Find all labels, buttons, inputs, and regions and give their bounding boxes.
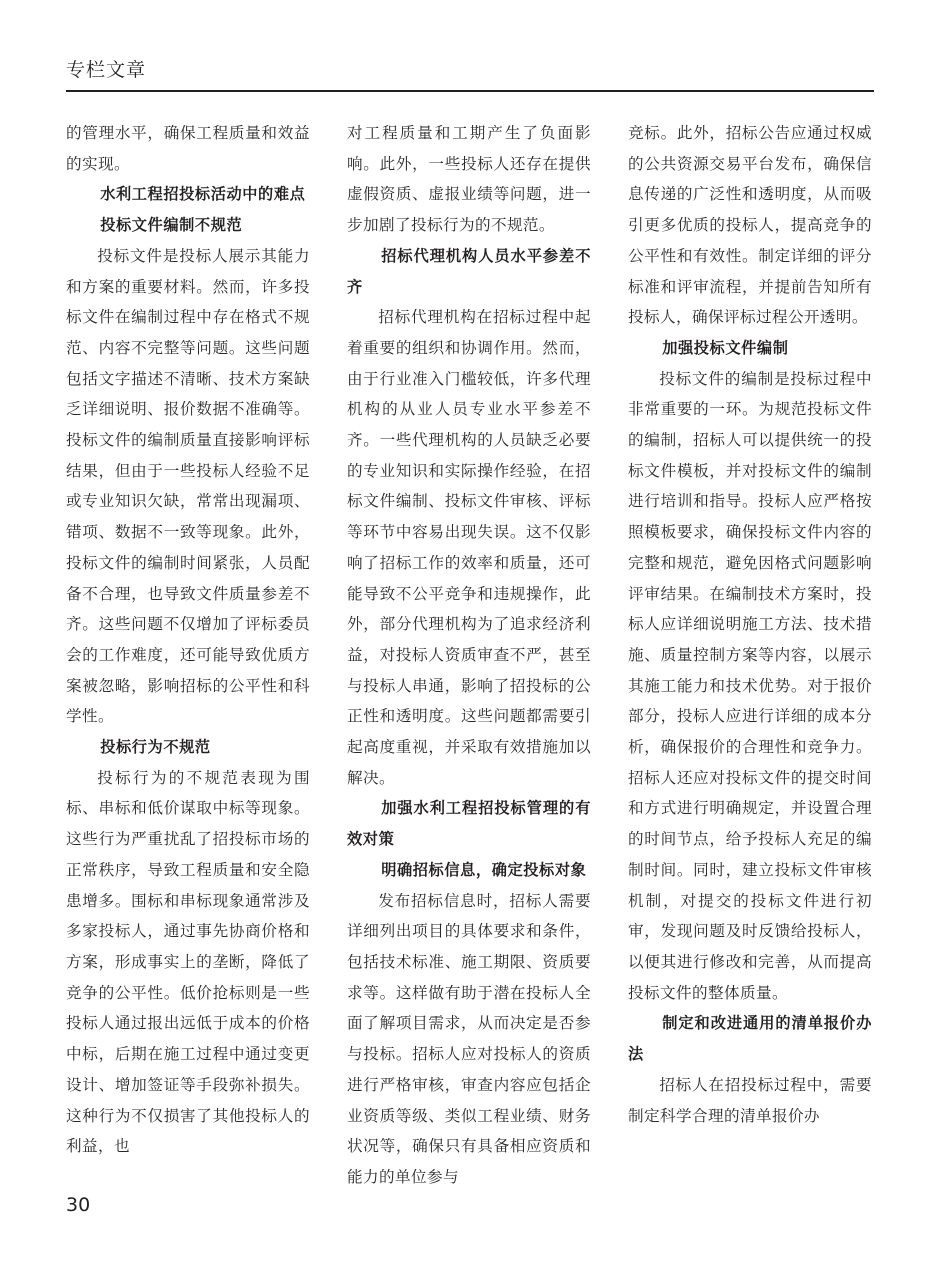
section-heading: 加强水利工程招投标管理的有效对策 <box>347 799 591 849</box>
section-heading: 加强投标文件编制 <box>662 338 789 357</box>
body-paragraph: 招标人在招投标过程中，需要制定科学合理的清单报价办 <box>628 1075 872 1125</box>
body-paragraph: 的管理水平，确保工程质量和效益的实现。 <box>66 124 310 173</box>
body-paragraph: 投标文件是投标人展示其能力和方案的重要材料。然而，许多投标文件在编制过程中存在格式不规范、内容不完整等问题。这些问题包括文字描述不清晰、技术方案缺乏详细说明、报价数据不准确等。投标文件的编制质量直接影响评标结果，但由于一些投标人经验不足或专业知识欠缺，常常出现漏项、错项、数据不一致等现象。此外，投标文件的编制时间紧张，人员配备不合理，也导致文件质量参差不齐。这些问题不仅增加了评标委员会的工作难度，还可能导致优质方案被忽略，影响招标的公平性和科学性。 <box>66 246 310 726</box>
section-label: 专栏文章 <box>66 59 147 81</box>
section-heading: 投标行为不规范 <box>100 738 211 757</box>
page-number: 30 <box>66 1194 91 1216</box>
body-paragraph: 投标文件的编制是投标过程中非常重要的一环。为规范投标文件的编制，招标人可以提供统一的投标文件模板，并对投标文件的编制进行培训和指导。投标人应严格按照模板要求，确保投标文件内容的完整和规范，避免因格式问题影响评审结果。在编制技术方案时，投标人应详细说明施工方法、技术措施、质量控制方案等内容，以展示其施工能力和技术优势。对于报价部分，投标人应进行详细的成本分析，确保报价的合理性和竞争力。招标人还应对投标文件的提交时间和方式进行明确规定，并设置合理的时间节点，给予投标人充足的编制时间。同时，建立投标文件审核机制，对提交的投标文件进行初审，发现问题及时反馈给投标人，以便其进行修改和完善，从而提高投标文件的整体质量。 <box>628 369 872 1002</box>
column-3 <box>628 118 872 1131</box>
section-heading: 投标文件编制不规范 <box>100 216 243 235</box>
body-paragraph: 发布招标信息时，招标人需要详细列出项目的具体要求和条件，包括技术标准、施工期限、资质要求等。这样做有助于潜在投标人全面了解项目需求，从而决定是否参与投标。招标人应对投标人的资质进行严格审核，审查内容应包括企业资质等级、类似工程业绩、财务状况等，确保只有具备相应资质和能力的单位参与 <box>347 891 591 1186</box>
section-heading: 招标代理机构人员水平参差不齐 <box>347 246 591 296</box>
section-heading: 明确招标信息，确定投标对象 <box>381 860 587 879</box>
section-heading: 制定和改进通用的清单报价办法 <box>628 1014 872 1064</box>
column-1 <box>66 118 310 1162</box>
body-paragraph: 投标行为的不规范表现为围标、串标和低价谋取中标等现象。这些行为严重扰乱了招投标市场的正常秩序，导致工程质量和安全隐患增多。围标和串标现象通常涉及多家投标人，通过事先协商价格和方案，形成事实上的垄断，降低了竞争的公平性。低价抢标则是一些投标人通过报出远低于成本的价格中标，后期在施工过程中通过变更设计、增加签证等手段弥补损失。这种行为不仅损害了其他投标人的利益，也 <box>66 768 310 1156</box>
body-paragraph: 竞标。此外，招标公告应通过权威的公共资源交易平台发布，确保信息传递的广泛性和透明度，从而吸引更多优质的投标人，提高竞争的公平性和有效性。制定详细的评分标准和评审流程，并提前告知所有投标人，确保评标过程公开透明。 <box>628 124 872 327</box>
section-heading: 水利工程招投标活动中的难点 <box>100 185 306 204</box>
body-paragraph: 对工程质量和工期产生了负面影响。此外，一些投标人还存在提供虚假资质、虚报业绩等问题，进一步加剧了投标行为的不规范。 <box>347 124 591 235</box>
body-paragraph: 招标代理机构在招标过程中起着重要的组织和协调作用。然而，由于行业准入门槛较低，许多代理机构的从业人员专业水平参差不齐。一些代理机构的人员缺乏必要的专业知识和实际操作经验，在招标文件编制、投标文件审核、评标等环节中容易出现失误。这不仅影响了招标工作的效率和质量，还可能导致不公平竞争和违规操作，此外，部分代理机构为了追求经济利益，对投标人资质审查不严，甚至与投标人串通，影响了招投标的公正性和透明度。这些问题都需要引起高度重视，并采取有效措施加以解决。 <box>347 308 591 787</box>
page-header <box>66 56 874 84</box>
header-rule <box>66 90 874 92</box>
column-2 <box>347 118 591 1193</box>
